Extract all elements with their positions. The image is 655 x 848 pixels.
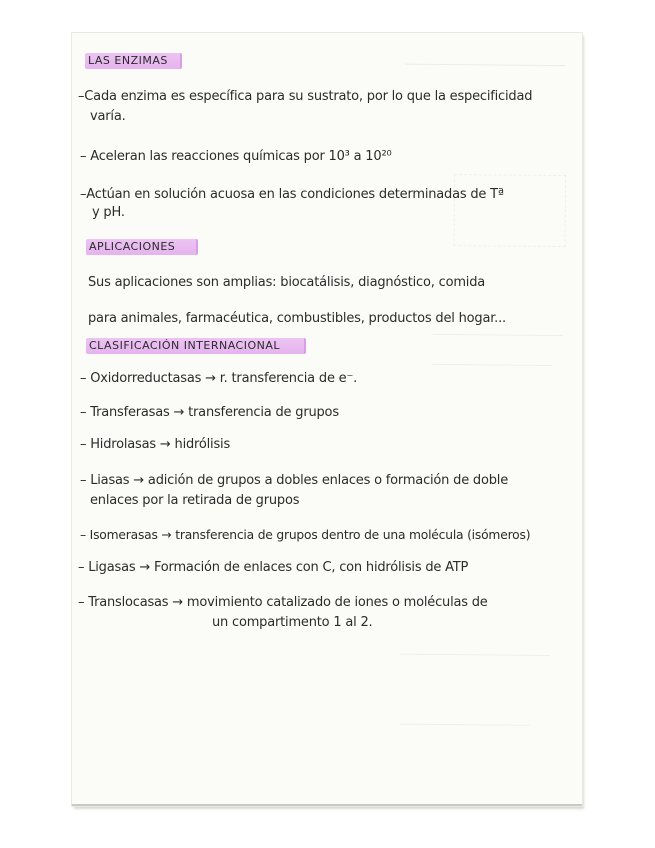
note-line: – Isomerasas → transferencia de grupos dentro de una molécula (isómeros) — [80, 528, 531, 542]
note-line: – Ligasas → Formación de enlaces con C, con hidrólisis de ATP — [78, 560, 469, 575]
note-line: – Transferasas → transferencia de grupos — [80, 405, 339, 420]
note-line: enlaces por la retirada de grupos — [90, 493, 300, 508]
note-line: Sus aplicaciones son amplias: biocatálisis, diagnóstico, comida — [88, 275, 486, 290]
note-line: – Hidrolasas → hidrólisis — [80, 437, 231, 452]
note-line: varía. — [90, 109, 126, 124]
note-line: y pH. — [92, 205, 125, 220]
heading-las-enzimas: LAS ENZIMAS — [88, 54, 168, 67]
note-line: – Translocasas → movimiento catalizado de iones o moléculas de — [78, 595, 488, 610]
heading-aplicaciones: APLICACIONES — [89, 240, 176, 253]
note-line: –Actúan en solución acuosa en las condiciones determinadas de Tª — [80, 187, 504, 202]
note-line: –Cada enzima es específica para su sustrato, por lo que la especificidad — [78, 89, 533, 104]
note-line: un compartimento 1 al 2. — [212, 615, 373, 630]
heading-clasificacion-internacional: CLASIFICACIÓN INTERNACIONAL — [89, 339, 281, 352]
notebook-page — [72, 33, 582, 806]
note-line: – Aceleran las reacciones químicas por 10³ a 10²⁰ — [80, 149, 392, 164]
note-line: – Liasas → adición de grupos a dobles enlaces o formación de doble — [80, 473, 509, 488]
note-line: para animales, farmacéutica, combustibles, productos del hogar... — [88, 311, 506, 326]
note-line: – Oxidorreductasas → r. transferencia de e⁻. — [80, 371, 358, 386]
